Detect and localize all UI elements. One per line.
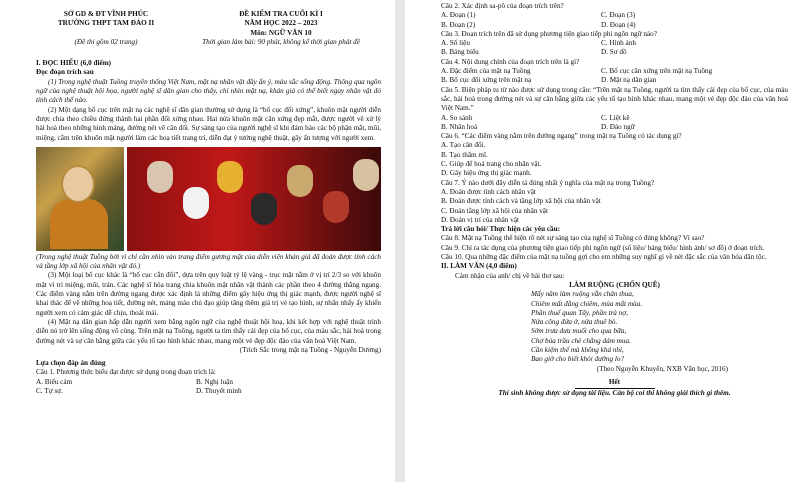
poem-line: Mấy năm làm ruộng vẫn chân thua, [531,290,634,299]
poem-line: Sớm trưa dưa muối cho qua bữa, [531,327,627,336]
option-c: C. Bố cục cân xứng trên mặt nạ Tuồng [601,67,713,76]
option-d: D. Sơ đồ [601,48,627,57]
reading-instruction: Đọc đoạn trích sau [36,68,94,77]
question-1-options-row1 [36,378,381,387]
school-name: TRƯỜNG THPT TAM ĐẢO II [57,19,155,28]
exam-page-2 [405,0,800,482]
option-a: A. Biểu cảm [36,377,73,386]
exam-page-1 [0,0,395,482]
option-c: C. Liệt kê [601,113,630,122]
option-c: C. Giúp để hoá trang cho nhân vật. [441,160,542,169]
poem-line: Chiêm mất đằng chiêm, mùa mất mùa. [531,299,642,308]
section-2-title: II. LÀM VĂN (4,0 điểm) [441,262,517,271]
question-1: Câu 1. Phương thức biểu đạt được sử dụng trong đoạn trích là: [36,368,216,377]
option-a: A. So sánh [441,113,473,122]
paragraph-3: (3) Một loại bố cục khác là “bố cục cắn đối”, dựa trên quy luật tỷ lệ vàng - trục mặt nằm ở vị trí 2/3 so với khuôn mặt vì trí miệng, mũi, trán. Các nghệ sĩ hóa trang chia khuôn mặt nhân vật thành các phần theo 4 đường thẳng ngang. Các điểm vàng nằm trên đường ngang được xác định là những điểm gây hiệu ứng thị giác mạnh, được người nghệ sĩ khai thác để vẽ những hoạ tiết, đường nét, mảng màu chủ đạo giúp tăng thêm giá trị vẻ tạo hình, sự nhấn nhấy ấy khiến người xem có cảm giác dễ chịu, thoải mái. [36,271,381,317]
poem-line: Bao giờ cho biết khỏi đường lo? [531,355,625,364]
option-d: D. Gây hiệu ứng thị giác mạnh. [441,169,532,178]
mask-collage [127,147,381,251]
subject: Môn: NGỮ VĂN 10 [250,28,312,37]
exam-header [36,10,381,47]
performer-photo [36,147,124,251]
option-d: D. Đoán vị trí của nhân vật [441,215,520,224]
answer-section-title: Trả lời câu hỏi/ Thực hiện các yêu cầu: [441,225,561,234]
option-c: C. Đoán tầng lớp xã hội của nhân vật [441,206,548,215]
paragraph-2: (2) Một dạng bố cục trên mặt nạ các nghệ sĩ dân gian thường sử dụng là “bố cục đối xứng”, khuôn mặt người diễn được chia theo chiều đứng thành hai phần đối xứng nhau. Hai nửa khuôn mặt cân xứng đẹp mắt, được người vẽ xử lý hài hoà theo những hình mảng, đường nét vẽ cân đối. Sự sáng tạo của người nghệ sĩ khi đảm bảo các bộ phận mắt, mũi, miệng, cằm trên khuôn mặt người làm các hoạ tiết trang trí, diễn đạt ý tưởng nghệ thuật, gây ấn tượng với người xem. [36,105,381,142]
option-d: D. Thuyết minh [196,387,242,396]
tuong-mask-photo [36,147,381,251]
section-2-prompt: Cảm nhận của anh/ chị về bài thơ sau: [455,271,565,280]
exam-title: ĐỀ KIỂM TRA CUỐI KÌ I [239,10,323,18]
option-b: B. Đoạn (2) [441,20,476,29]
poem-line: Chợ búa trầu chè chẳng dám mua. [531,336,631,345]
question-3: Câu 3. Đoạn trích trên đã sử dụng phương tiện giao tiếp phi ngôn ngữ nào? [441,29,657,38]
paragraph-1: (1) Trong nghệ thuật Tuồng truyền thống Việt Nam, mặt nạ nhân vật đầy ấn ý, màu sắc sống động. Thông qua ngôn ngữ của nghệ thuật hội họa, người nghệ sĩ dân gian cho thấy, chỉ nhìn mặt nạ, khán giả có thể biết ngay nhân vật đó tính cách thế nào. [36,77,381,105]
option-c: C. Hình ảnh [601,39,636,48]
section-1-title: I. ĐỌC HIỂU (6,0 điểm) [36,59,112,68]
option-b: B. Bố cục đối xứng trên mặt nạ [441,76,532,85]
question-9: Câu 9. Chỉ ra tác dụng của phương tiện giao tiếp phi ngôn ngữ (số liệu/ bảng biểu/ hình ảnh/ sơ đồ) ở đoạn trích. [441,243,765,252]
question-2: Câu 2. Xác định sa-pô của đoạn trích trên? [441,2,564,10]
question-8: Câu 8. Mặt nạ Tuồng thể hiện rõ nét sự sáng tạo của nghệ sĩ Tuồng có đúng không? Vì sao? [441,234,705,243]
option-b: B. Tạo thẩm mĩ. [441,150,488,159]
poem-source: (Theo Nguyễn Khuyến, NXB Văn học, 2016) [596,364,728,373]
end-marker: Hết [608,377,621,386]
school-year: NĂM HỌC 2022 – 2023 [244,19,318,28]
question-5: Câu 5. Biện pháp tu từ nào được sử dụng trong câu: “Trên mặt nạ Tuồng, người ta tìm thấy cái đẹp của bố cục, của màu sắc, hài hoà trong đường nét và sự cân bằng giữa các yếu tố tạo hình khác nhau, mang một vẻ đẹp độc đáo của văn hoá Việt Nam.” [441,85,788,113]
department-name: SỞ GD & ĐT VĨNH PHÚC [63,10,149,18]
time-limit: Thời gian làm bài: 90 phút, không kể thời gian phát đề [202,37,360,46]
poem-line: Cần kiệm thế mà không khá nhỉ, [531,345,624,354]
option-b: B. Bảng biểu [441,48,479,57]
excerpt-source: (Trích Sắc trong mặt nạ Tuồng - Nguyễn Dương) [239,345,381,354]
question-1-options-row2 [36,387,381,396]
exam-title-block [181,10,381,47]
option-d: D. Đoạn (4) [601,20,636,29]
option-c: C. Đoạn (3) [601,11,636,20]
option-c: C. Tự sự. [36,387,63,396]
footer-note: Thí sinh không được sử dụng tài liệu. Cán bộ coi thi không giải thích gì thêm. [498,389,731,398]
option-d: D. Đảo ngữ [601,122,635,131]
option-b: B. Đoán được tính cách và tầng lớp xã hội của nhân vật [441,197,601,206]
poem-body [441,290,788,364]
option-a: A. Đoạn (1) [441,11,476,20]
poem-line: Phần thuế quan Tây, phần trả nợ, [531,308,628,317]
option-b: B. Nhân hoá [441,122,478,131]
school-block [36,10,176,47]
page-count-note: (Đề thi gồm 02 trang) [74,37,138,46]
paragraph-4: (4) Mặt nạ dân gian hấp dẫn người xem bằng ngôn ngữ của nghệ thuật hội hoạ, khi kết hợp với nghệ thuật trình diễn nó trở lên sống động vô cùng. Trên mặt nạ Tuồng, người ta tìm thấy cái đẹp của bố cục, của màu sắc, hài hoà trong đường nét và sự cân bằng giữa các yếu tố tạo hình khác nhau, mang một vẻ đẹp độc đáo của văn hoá Việt Nam. [36,317,381,345]
option-a: A. Đặc điểm của mặt nạ Tuồng [441,67,531,76]
option-a: A. Đoán được tính cách nhân vật [441,187,536,196]
question-6: Câu 6. “Các điểm vàng nằm trên đường ngang” trong mặt nạ Tuồng có tác dụng gì? [441,132,682,141]
option-a: A. Tạo cân đối. [441,141,486,150]
photo-caption: (Trong nghệ thuật Tuồng bởi vì chỉ cần nhìn vào trang điểm gương mặt của diễn viên khán giả đã đoán được tính cách và tầng lớp xã hội của nhân vật đó.) [36,252,381,271]
option-d: D. Mặt nạ dân gian [601,76,657,85]
poem-line: Nửa công đứa ở, nửa thuê bò. [531,318,618,327]
question-4: Câu 4. Nội dung chính của đoạn trích trên là gì? [441,57,580,66]
question-7: Câu 7. Ý nào dưới đây diễn tả đúng nhất ý nghĩa của mặt nạ trong Tuồng? [441,178,655,187]
question-10: Câu 10. Qua những đặc điểm của mặt nạ tuồng gợi cho em những suy nghĩ gì về nét đặc sắc của văn hóa dân tộc. [441,253,767,262]
option-b: B. Nghị luận [196,377,233,386]
choose-answer-title: Lựa chọn đáp án đúng [36,359,106,368]
option-a: A. Số liệu [441,39,470,48]
poem-title: LÀM RUỘNG (CHỐN QUÊ) [569,280,660,289]
